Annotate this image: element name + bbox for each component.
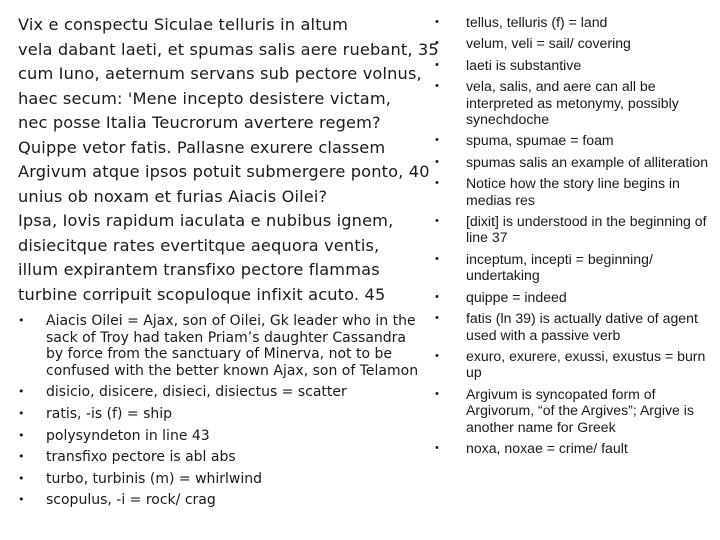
note-item: • spuma, spumae = foam (435, 132, 717, 148)
poem-line: turbine corripuit scopuloque infixit acuto. 45 (18, 284, 386, 304)
note-item: • laeti is substantive (435, 57, 717, 73)
poem-line: illum expirantem transfixo pectore flammas (18, 260, 380, 279)
note-item: • inceptum, incepti = beginning/ undertaking (435, 251, 717, 284)
note-item: • vela, salis, and aere can all be interpreted as metonymy, possibly synechdoche (435, 78, 717, 127)
poem-line: Vix e conspectu Siculae telluris in altum (18, 15, 349, 34)
left-vocabulary-notes (18, 313, 423, 514)
note-item: • scopulus, -i = rock/ crag (18, 492, 423, 509)
poem-line: Argivum atque ipsos potuit submergere ponto, 40 (18, 162, 430, 181)
note-item: • Argivum is syncopated form of Argivorum, “of the Argives”; Argive is another name for Greek (435, 386, 717, 435)
note-item: • Aiacis Oilei = Ajax, son of Oilei, Gk leader who in the sack of Troy had taken Priam’s daughter Cassandra by force from the sanctuary of Minerva, not to be confused with the better known Ajax, son of Telamon (18, 313, 423, 379)
poem-line: cum Iuno, aeternum servans sub pectore volnus, (18, 64, 422, 83)
note-item: • velum, veli = sail/ covering (435, 35, 717, 51)
note-item: • Notice how the story line begins in medias res (435, 175, 717, 208)
note-item: • noxa, noxae = crime/ fault (435, 440, 717, 456)
poem-line: haec secum: 'Mene incepto desistere victam, (18, 88, 392, 108)
note-item: • transfixo pectore is abl abs (18, 449, 423, 466)
right-vocabulary-notes (435, 14, 717, 461)
note-item: • exuro, exurere, exussi, exustus = burn up (435, 348, 717, 381)
poem-line: vela dabant laeti, et spumas salis aere ruebant, 35 (18, 39, 439, 59)
poem-line: nec posse Italia Teucrorum avertere regem? (18, 113, 381, 132)
note-item: • fatis (ln 39) is actually dative of agent used with a passive verb (435, 310, 717, 343)
note-item: • polysyndeton in line 43 (18, 428, 423, 445)
poem-line: unius ob noxam et furias Aiacis Oilei? (18, 186, 328, 206)
note-item: • turbo, turbinis (m) = whirlwind (18, 471, 423, 488)
poem-line: disiecitque rates evertitque aequora ventis, (18, 235, 380, 255)
note-item: • [dixit] is understood in the beginning of line 37 (435, 213, 717, 246)
latin-poem (18, 13, 438, 307)
poem-line: Quippe vetor fatis. Pallasne exurere classem (18, 137, 386, 157)
note-item: • disicio, disicere, disieci, disiectus = scatter (18, 384, 423, 401)
note-item: • quippe = indeed (435, 289, 717, 305)
note-item: • spumas salis an example of alliteration (435, 154, 717, 170)
note-item: • ratis, -is (f) = ship (18, 406, 423, 423)
note-item: • tellus, telluris (f) = land (435, 14, 717, 30)
poem-line: Ipsa, Iovis rapidum iaculata e nubibus ignem, (18, 211, 394, 230)
